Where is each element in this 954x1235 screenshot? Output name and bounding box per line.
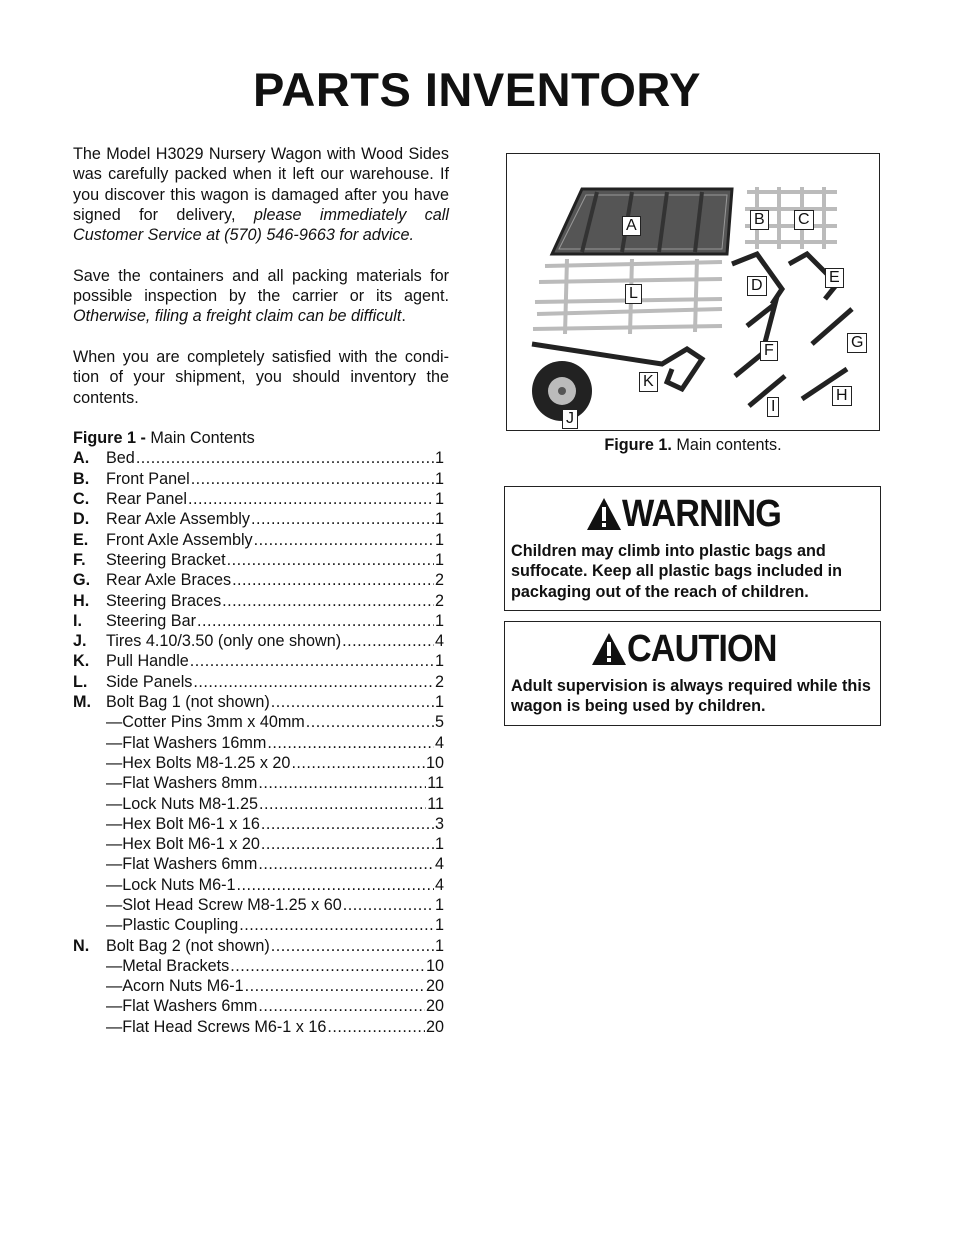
list-item [73,692,449,712]
dot-leader [259,794,426,814]
figure-caption-bold: Figure 1. [604,436,672,454]
list-item-name: —Flat Washers 8mm [106,774,258,793]
dot-leader [193,672,434,692]
parts-illustration [507,154,878,429]
list-item-letter: B. [73,469,90,488]
list-item [73,591,449,611]
intro-p1-text: The Model H3029 Nursery Wagon with Wood Sides was carefully packed when it left our warehouse. If you discover this wagon is damaged after you have signed for delivery, [73,145,449,224]
list-item-name: Bed [106,449,135,468]
dot-leader [190,651,434,671]
list-item-name: —Lock Nuts M8-1.25 [106,794,259,813]
parts-list-heading-bold: Figure 1 - [73,429,151,448]
list-item [73,834,449,854]
dot-leader [136,448,434,468]
dot-leader [239,915,434,935]
list-item-name: —Hex Bolt M6-1 x 20 [106,835,260,854]
list-item [73,631,449,651]
list-item [73,611,449,631]
dot-leader [261,834,434,854]
list-item-name: Steering Braces [106,591,222,610]
list-item-letter: M. [73,693,91,712]
list-item-name: Side Panels [106,672,193,691]
dot-leader [188,489,434,509]
caution-box [504,621,881,726]
list-item [73,814,449,834]
warning-title: WARNING [622,492,782,535]
parts-list-heading [73,428,449,448]
list-item-qty: 1 [434,550,444,569]
list-item [73,875,449,895]
list-item-letter: E. [73,530,89,549]
list-item-qty: 11 [427,794,444,813]
figure-label-a: A [622,216,641,236]
list-item-qty: 20 [425,977,444,996]
dot-leader [258,854,434,874]
list-item [73,530,449,550]
list-item-qty: 4 [434,632,444,651]
dot-leader [306,712,434,732]
list-item-letter: G. [73,571,91,590]
list-item-name: —Flat Head Screws M6-1 x 16 [106,1017,327,1036]
dot-leader [251,509,434,529]
left-column [73,144,449,1037]
figure-label-l: L [625,284,642,304]
list-item-qty: 3 [434,814,444,833]
warning-box [504,486,881,611]
figure-caption-rest: Main contents. [671,436,782,454]
list-item-qty: 10 [425,753,444,772]
dot-leader [271,936,434,956]
list-item [73,651,449,671]
figure-label-i: I [767,397,779,417]
caution-triangle-icon [591,632,627,666]
list-item-name: Front Panel [106,469,190,488]
warning-triangle-icon [586,497,622,531]
list-item-qty: 4 [434,855,444,874]
list-item-qty: 1 [434,895,444,914]
dot-leader [267,733,434,753]
list-item-name: —Metal Brackets [106,956,230,975]
dot-leader [254,530,434,550]
list-item-qty: 11 [427,774,444,793]
list-item-name: Steering Bar [106,611,196,630]
list-item-letter: A. [73,449,90,468]
list-item-name: Front Axle Assembly [106,530,253,549]
dot-leader [342,631,434,651]
intro-p2-text: Save the containers and all packing materials for possible inspection by the carrier or its agent. [73,266,449,306]
list-item-letter: F. [73,550,86,569]
list-item-name: —Hex Bolt M6-1 x 16 [106,814,260,833]
list-item-letter: L. [73,672,88,691]
caution-text: Adult supervision is always required while this wagon is being used by children. [511,677,871,716]
dot-leader [291,753,425,773]
list-item-name: Pull Handle [106,652,189,671]
list-item-name: Rear Axle Braces [106,571,232,590]
list-item-qty: 4 [434,733,444,752]
list-item [73,469,449,489]
dot-leader [245,976,425,996]
figure-label-e: E [825,268,844,288]
list-item-name: —Flat Washers 6mm [106,855,258,874]
list-item-qty: 1 [434,530,444,549]
list-item-qty: 1 [434,652,444,671]
warning-text: Children may climb into plastic bags and suffocate. Keep all plastic bags included in packaging out of the reach of children. [511,542,843,601]
list-item [73,733,449,753]
page-title: PARTS INVENTORY [253,63,701,116]
list-item-name: —Acorn Nuts M6-1 [106,977,244,996]
dot-leader [222,591,434,611]
list-item [73,570,449,590]
dot-leader [327,1017,425,1037]
list-item-name: —Flat Washers 16mm [106,733,267,752]
list-item [73,976,449,996]
figure-label-c: C [794,210,814,230]
figure-label-b: B [750,210,769,230]
figure-label-k: K [639,372,658,392]
intro-p2-italic: Otherwise, filing a freight claim can be difficult [73,307,402,326]
list-item-letter: N. [73,936,90,955]
main-contents-figure [506,153,880,431]
list-item-letter: I. [73,611,82,630]
list-item-name: —Lock Nuts M6-1 [106,875,236,894]
list-item-letter: K. [73,652,90,671]
list-item [73,996,449,1016]
list-item [73,550,449,570]
list-item [73,794,449,814]
caution-header [505,622,880,676]
intro-p2-end: . [401,307,406,326]
figure-label-d: D [747,276,767,296]
intro-paragraph-3: When you are completely satisfied with the condition of your shipment, you should inventory the contents. [73,347,449,407]
list-item [73,672,449,692]
list-item [73,448,449,468]
list-item [73,712,449,732]
caution-title: CAUTION [627,627,777,670]
dot-leader [271,692,434,712]
list-item-qty: 5 [434,713,444,732]
list-item [73,895,449,915]
dot-leader [261,814,434,834]
list-item-name: —Slot Head Screw M8-1.25 x 60 [106,895,342,914]
intro-paragraph-2 [73,266,449,327]
list-item-qty: 2 [434,591,444,610]
dot-leader [343,895,434,915]
list-item [73,773,449,793]
list-item-qty: 2 [434,571,444,590]
list-item-qty: 10 [425,956,444,975]
parts-list-heading-rest: Main Contents [150,429,255,448]
list-item [73,509,449,529]
list-item [73,854,449,874]
list-item-qty: 1 [434,916,444,935]
list-item-letter: J. [73,632,87,651]
list-item-name: Steering Bracket [106,550,226,569]
dot-leader [227,550,434,570]
dot-leader [230,956,425,976]
list-item-qty: 1 [434,693,444,712]
figure-caption [506,436,880,455]
list-item-qty: 1 [434,611,444,630]
list-item-name: Bolt Bag 1 (not shown) [106,693,270,712]
list-item-name: —Flat Washers 6mm [106,997,258,1016]
dot-leader [258,996,425,1016]
list-item-qty: 1 [434,469,444,488]
list-item [73,936,449,956]
list-item-qty: 1 [434,936,444,955]
list-item-qty: 1 [434,510,444,529]
list-item-qty: 20 [425,997,444,1016]
parts-list [73,448,449,1037]
figure-label-g: G [847,333,867,353]
figure-label-f: F [760,341,778,361]
list-item [73,489,449,509]
list-item-name: Tires 4.10/3.50 (only one shown) [106,632,342,651]
list-item-qty: 1 [434,449,444,468]
list-item-name: —Plastic Coupling [106,916,239,935]
list-item-qty: 1 [434,835,444,854]
list-item [73,956,449,976]
list-item-letter: C. [73,490,90,509]
list-item [73,1017,449,1037]
figure-label-h: H [832,386,852,406]
list-item-qty: 20 [425,1017,444,1036]
dot-leader [197,611,434,631]
intro-paragraph-1 [73,144,449,245]
bed-illustration [552,189,732,254]
list-item-qty: 2 [434,672,444,691]
list-item-name: —Cotter Pins 3mm x 40mm [106,713,305,732]
warning-header [505,487,880,541]
list-item-qty: 4 [434,875,444,894]
list-item-qty: 1 [434,490,444,509]
intro-p1-italic: please immediately call Customer Service at (570) 546-9663 for advice. [73,205,449,245]
list-item-name: Bolt Bag 2 (not shown) [106,936,270,955]
dot-leader [258,773,426,793]
list-item-name: Rear Panel [106,490,187,509]
dot-leader [232,570,434,590]
list-item [73,753,449,773]
list-item-name: —Hex Bolts M8-1.25 x 20 [106,753,291,772]
list-item-letter: H. [73,591,90,610]
dot-leader [237,875,434,895]
list-item-letter: D. [73,510,90,529]
list-item-name: Rear Axle Assembly [106,510,250,529]
figure-label-j: J [562,409,578,429]
list-item [73,915,449,935]
dot-leader [191,469,434,489]
